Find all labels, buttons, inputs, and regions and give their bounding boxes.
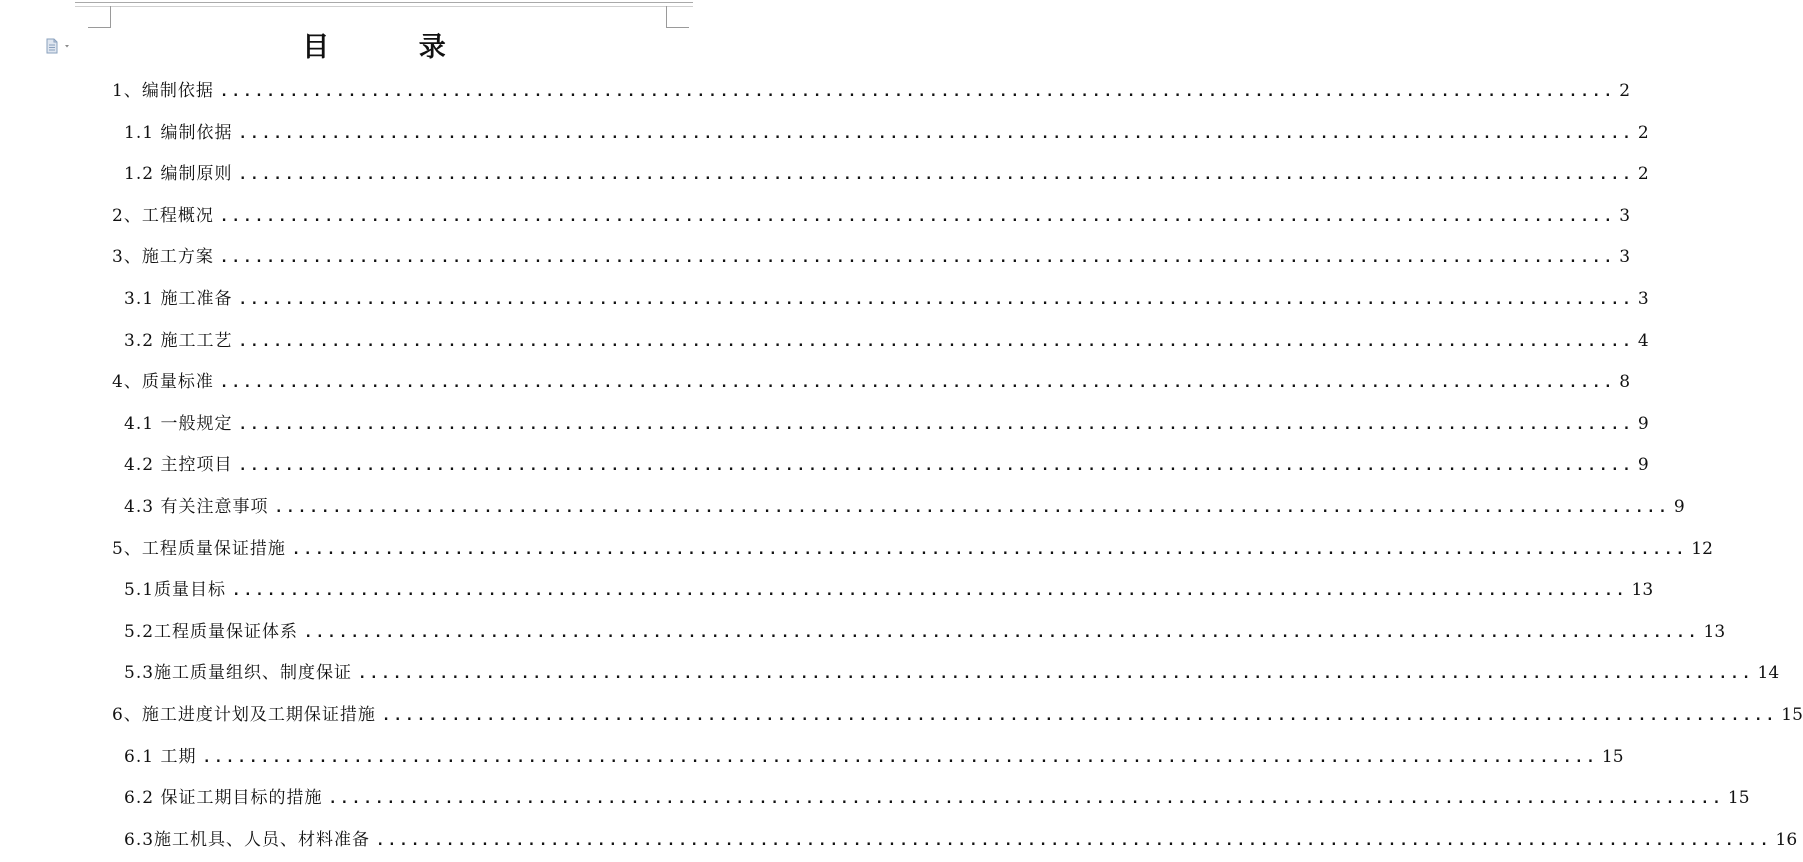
toc-entry-label: 施工工艺 bbox=[160, 330, 233, 351]
dot-leader: ........................................................................................................................ bbox=[238, 167, 1634, 184]
toc-entry-number: 5.2 bbox=[124, 621, 155, 642]
toc-entry-label: 施工进度计划及工期保证措施 bbox=[141, 705, 376, 725]
toc-entry-title bbox=[124, 662, 352, 684]
dot-leader: ........................................................................................................................ bbox=[381, 708, 1778, 724]
toc-entry-title bbox=[124, 122, 232, 144]
toc-entry-page-number: 15 bbox=[1727, 788, 1750, 809]
toc-entry[interactable] bbox=[124, 122, 1649, 144]
dot-leader: ........................................................................................................................ bbox=[219, 84, 1616, 100]
toc-entry-number: 6.3 bbox=[124, 829, 155, 850]
toc-entry[interactable] bbox=[124, 163, 1649, 185]
toc-entry-page-number: 2 bbox=[1637, 122, 1649, 143]
toc-title: 目 录 bbox=[302, 32, 486, 63]
toc-entry-label: 工程概况 bbox=[141, 205, 214, 226]
toc-entry[interactable] bbox=[112, 704, 1803, 726]
toc-entry-title bbox=[112, 205, 214, 227]
toc-entry[interactable] bbox=[124, 829, 1798, 851]
toc-entry-title bbox=[124, 746, 196, 768]
toc-entry[interactable] bbox=[112, 246, 1631, 268]
toc-entry-title bbox=[124, 621, 298, 643]
toc-entry-number: 2、 bbox=[112, 205, 142, 226]
toc-entry-page-number: 14 bbox=[1757, 663, 1780, 684]
page-top-edge bbox=[75, 2, 693, 7]
toc-entry-title bbox=[112, 80, 214, 102]
toc-entry-number: 1.1 bbox=[124, 122, 161, 143]
toc-entry-page-number: 15 bbox=[1781, 705, 1803, 725]
toc-entry-title bbox=[112, 371, 214, 393]
toc-entry[interactable] bbox=[124, 454, 1649, 476]
toc-entry-page-number: 16 bbox=[1775, 829, 1798, 850]
toc-entry[interactable] bbox=[112, 205, 1631, 227]
page-corner-mark-right bbox=[666, 6, 689, 28]
toc-entry-page-number: 2 bbox=[1637, 164, 1649, 185]
toc-entry[interactable] bbox=[124, 621, 1726, 643]
dot-leader: ........................................................................................................................ bbox=[274, 500, 1670, 516]
toc-entry-number: 4.2 bbox=[124, 455, 161, 476]
dot-leader: ........................................................................................................................ bbox=[238, 125, 1634, 142]
dot-leader: ........................................................................................................................ bbox=[219, 375, 1616, 392]
toc-entry-number: 6.1 bbox=[124, 746, 161, 767]
toc-entry-page-number: 3 bbox=[1619, 205, 1631, 226]
toc-entry-label: 编制原则 bbox=[160, 164, 233, 185]
toc-entry-number: 4.3 bbox=[124, 497, 161, 517]
toc-entry-title bbox=[124, 579, 226, 601]
dot-leader: ........................................................................................................................ bbox=[219, 208, 1616, 225]
toc-entry-title bbox=[124, 330, 232, 352]
toc-entry-label: 施工质量组织、制度保证 bbox=[154, 663, 353, 684]
toc-entry-title bbox=[124, 163, 232, 185]
toc-entry-title bbox=[124, 454, 232, 476]
toc-entry[interactable] bbox=[124, 496, 1685, 518]
toc-entry-page-number: 2 bbox=[1619, 81, 1631, 101]
toc-entry-label: 主控项目 bbox=[160, 455, 233, 476]
dot-leader: ........................................................................................................................ bbox=[358, 666, 1754, 683]
dot-leader: ........................................................................................................................ bbox=[238, 416, 1634, 433]
dot-leader: ........................................................................................................................ bbox=[219, 250, 1616, 267]
toc-entry-page-number: 12 bbox=[1691, 538, 1713, 559]
toc-entry-page-number: 3 bbox=[1637, 289, 1649, 309]
toc-entry[interactable] bbox=[124, 662, 1780, 684]
toc-entry-page-number: 4 bbox=[1637, 330, 1649, 351]
dot-leader: ........................................................................................................................ bbox=[328, 791, 1724, 808]
toc-entry[interactable] bbox=[124, 288, 1649, 310]
toc-entry-title bbox=[112, 246, 214, 268]
dot-leader: ........................................................................................................................ bbox=[238, 458, 1634, 475]
toc-entry-label: 编制依据 bbox=[160, 122, 233, 143]
toc-entry[interactable] bbox=[124, 787, 1750, 809]
toc-entry-label: 一般规定 bbox=[160, 413, 233, 434]
toc-entry-number: 3.2 bbox=[124, 330, 161, 351]
toc-entry-page-number: 9 bbox=[1637, 455, 1649, 476]
toc-entry-number: 6.2 bbox=[124, 788, 161, 809]
dot-leader: ........................................................................................................................ bbox=[238, 292, 1634, 308]
toc-entry[interactable] bbox=[112, 80, 1631, 102]
toc-entry-label: 工程质量保证体系 bbox=[154, 621, 299, 642]
toc-entry-number: 6、 bbox=[112, 705, 142, 725]
toc-entry-page-number: 15 bbox=[1601, 746, 1624, 767]
toc-entry-label: 施工准备 bbox=[160, 289, 233, 309]
toc-entry-page-number: 8 bbox=[1619, 372, 1631, 393]
toc-entry-label: 工程质量保证措施 bbox=[141, 538, 286, 559]
toc-entry-number: 5.3 bbox=[124, 663, 155, 684]
toc-entry-title bbox=[112, 538, 286, 560]
toc-entry-number: 4、 bbox=[112, 372, 142, 393]
dot-leader: ........................................................................................................................ bbox=[232, 583, 1628, 600]
toc-entry-label: 质量标准 bbox=[141, 372, 214, 393]
toc-entry-title bbox=[124, 829, 370, 851]
toc-entry-number: 4.1 bbox=[124, 413, 161, 434]
toc-entry[interactable] bbox=[124, 746, 1624, 768]
toc-entry-page-number: 9 bbox=[1637, 413, 1649, 434]
toc-entry-label: 质量目标 bbox=[154, 580, 227, 601]
page-corner-mark-left bbox=[88, 6, 111, 28]
toc-entry-page-number: 3 bbox=[1619, 247, 1631, 268]
toc-entry-number: 1、 bbox=[112, 81, 142, 101]
toc-entry-title bbox=[124, 413, 232, 435]
toc-entry-label: 有关注意事项 bbox=[160, 497, 269, 517]
toc-entry-number: 5、 bbox=[112, 538, 142, 559]
dot-leader: ........................................................................................................................ bbox=[376, 832, 1772, 849]
toc-entry-title bbox=[124, 288, 232, 310]
dot-leader: ........................................................................................................................ bbox=[202, 749, 1598, 766]
toc-entry-number: 3、 bbox=[112, 247, 142, 268]
toc-entry-number: 1.2 bbox=[124, 164, 161, 185]
toc-entry[interactable] bbox=[112, 371, 1631, 393]
toc-entry-label: 工期 bbox=[160, 746, 197, 767]
toc-entry-title bbox=[124, 787, 322, 809]
toc-entry-number: 5.1 bbox=[124, 580, 155, 601]
dot-leader: ........................................................................................................................ bbox=[238, 333, 1634, 350]
toc-entry-number: 3.1 bbox=[124, 289, 161, 309]
toc-entry-page-number: 9 bbox=[1673, 497, 1685, 517]
toc-entry[interactable] bbox=[124, 579, 1654, 601]
dot-leader: ........................................................................................................................ bbox=[291, 541, 1688, 558]
toc-entry-page-number: 13 bbox=[1631, 580, 1654, 601]
toc-entry-label: 保证工期目标的措施 bbox=[160, 788, 323, 809]
toc-entry[interactable] bbox=[112, 538, 1713, 560]
toc-entry-label: 施工方案 bbox=[141, 247, 214, 268]
toc-entry-page-number: 13 bbox=[1703, 621, 1726, 642]
dot-leader: ........................................................................................................................ bbox=[304, 624, 1700, 641]
toc-entry[interactable] bbox=[124, 330, 1649, 352]
toc-entry-label: 编制依据 bbox=[141, 81, 214, 101]
toc-entry-label: 施工机具、人员、材料准备 bbox=[154, 829, 371, 850]
toc-entry-title bbox=[112, 704, 376, 726]
toc-entry[interactable] bbox=[124, 413, 1649, 435]
toc-entry-title bbox=[124, 496, 268, 518]
